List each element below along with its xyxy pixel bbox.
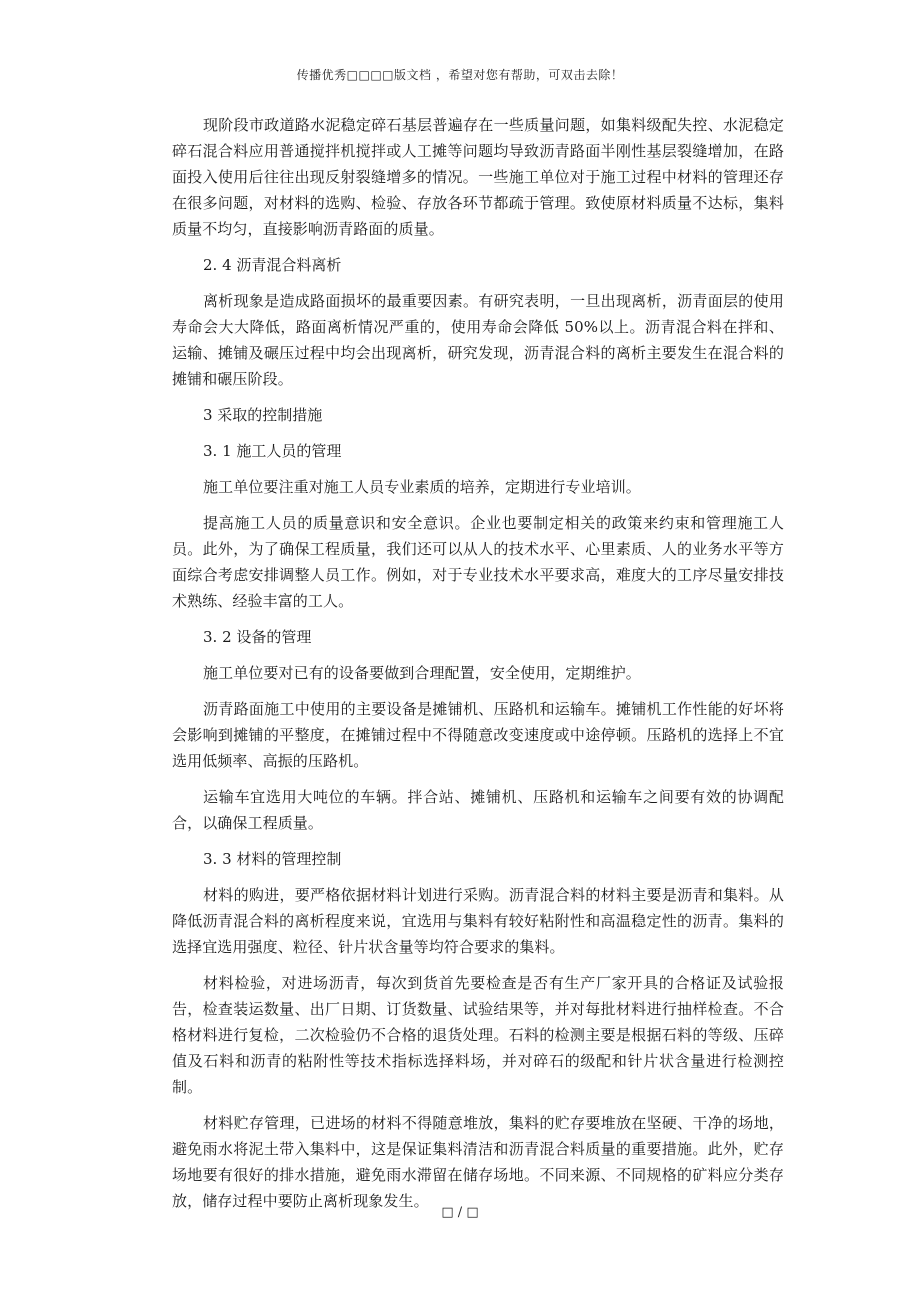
paragraph-1: 现阶段市政道路水泥稳定碎石基层普遍存在一些质量问题，如集料级配失控、水泥稳定碎石混合料应用普通搅拌机搅拌或人工摊等问题均导致沥青路面半刚性基层裂缝增加，在路面投入使用后往往出现反射裂缝增多的情况。一些施工单位对于施工过程中材料的管理还存在很多问题，对材料的选购、检验、存放各环节都疏于管理。致使原材料质量不达标，集料质量不均匀，直接影响沥青路面的质量。 [172,116,784,238]
section-heading-3-3: 3. 3 材料的管理控制 [203,850,342,868]
paragraph-10: 材料贮存管理，已进场的材料不得随意堆放，集料的贮存要堆放在坚硬、干净的场地，避免雨水将泥土带入集料中，这是保证集料清洁和沥青混合料质量的重要措施。此外，贮存场地要有很好的排水措施，避免雨水滞留在储存场地。不同来源、不同规格的矿料应分类存放，储存过程中要防止离析现象发生。 [172,1114,784,1210]
section-heading-3-2: 3. 2 设备的管理 [203,628,312,646]
section-heading-2-4: 2. 4 沥青混合料离析 [203,256,342,274]
paragraph-7: 运输车宜选用大吨位的车辆。拌合站、摊铺机、压路机和运输车之间要有效的协调配合，以确保工程质量。 [172,788,784,832]
section-heading-3-1: 3. 1 施工人员的管理 [203,442,342,460]
paragraph-8: 材料的购进，要严格依据材料计划进行采购。沥青混合料的材料主要是沥青和集料。从降低沥青混合料的离析程度来说，宜选用与集料有较好粘附性和高温稳定性的沥青。集料的选择宜选用强度、粒径、针片状含量等均符合要求的集料。 [172,886,784,956]
paragraph-2: 离析现象是造成路面损坏的最重要因素。有研究表明，一旦出现离析，沥青面层的使用寿命会大大降低，路面离析情况严重的，使用寿命会降低 50%以上。沥青混合料在拌和、运输、摊铺及碾压过程中均会出现离析，研究发现，沥青混合料的离析主要发生在混合料的摊铺和碾压阶段。 [172,292,784,388]
paragraph-6: 沥青路面施工中使用的主要设备是摊铺机、压路机和运输车。摊铺机工作性能的好坏将会影响到摊铺的平整度，在摊铺过程中不得随意改变速度或中途停顿。压路机的选择上不宜选用低频率、高振的压路机。 [172,700,784,770]
paragraph-3: 施工单位要注重对施工人员专业素质的培养，定期进行专业培训。 [203,478,641,496]
paragraph-5: 施工单位要对已有的设备要做到合理配置，安全使用，定期维护。 [203,664,641,682]
paragraph-9: 材料检验，对进场沥青，每次到货首先要检查是否有生产厂家开具的合格证及试验报告，检查装运数量、出厂日期、订货数量、试验结果等，并对每批材料进行抽样检查。不合格材料进行复检，二次检验仍不合格的退货处理。石料的检测主要是根据石料的等级、压碎值及石料和沥青的粘附性等技术指标选择料场，并对碎石的级配和针片状含量进行检测控制。 [172,974,784,1096]
document-body [172,112,784,1224]
section-heading-3: 3 采取的控制措施 [203,406,323,424]
paragraph-4: 提高施工人员的质量意识和安全意识。企业也要制定相关的政策来约束和管理施工人员。此外，为了确保工程质量，我们还可以从人的技术水平、心里素质、人的业务水平等方面综合考虑安排调整人员工作。例如，对于专业技术水平要求高，难度大的工序尽量安排技术熟练、经验丰富的工人。 [172,514,784,610]
document-header: 传播优秀□□□□版文档 ，希望对您有帮助，可双击去除！ [296,68,624,82]
page-number: □ / □ [441,1205,479,1220]
